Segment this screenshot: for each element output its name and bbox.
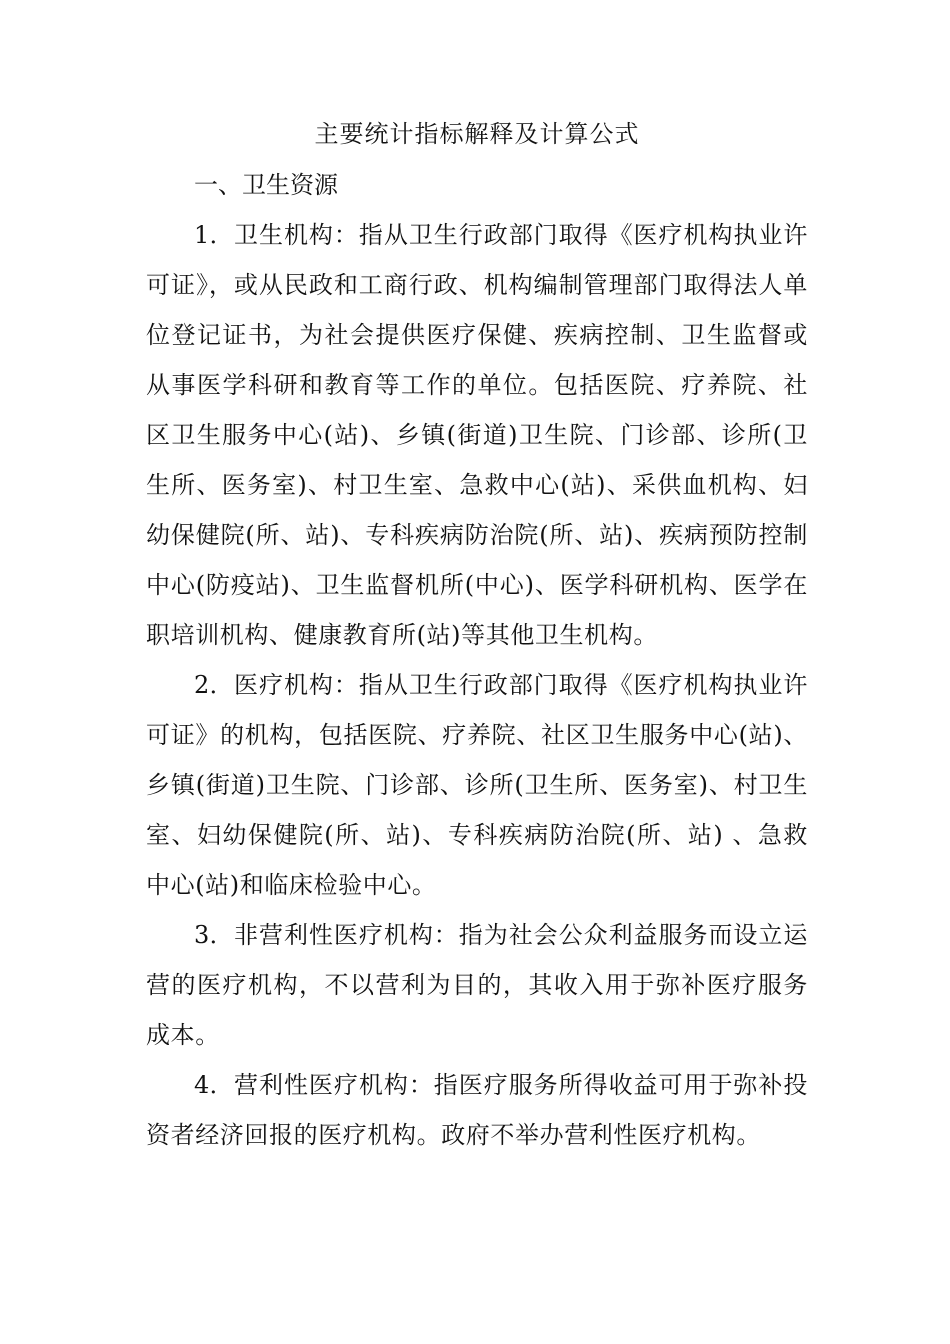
- document-page: [146, 108, 808, 1160]
- paragraph-3: [146, 910, 808, 1060]
- paragraph-number: 3．: [194, 921, 235, 949]
- paragraph-text: 卫生机构：指从卫生行政部门取得《医疗机构执业许可证》，或从民政和工商行政、机构编制管理部门取得法人单位登记证书，为社会提供医疗保健、疾病控制、卫生监督或从事医学科研和教育等工作的单位。包括医院、疗养院、社区卫生服务中心(站)、乡镇(街道)卫生院、门诊部、诊所(卫生所、医务室)、村卫生室、急救中心(站)、采供血机构、妇幼保健院(所、站)、专科疾病防治院(所、站)、疾病预防控制中心(防疫站)、卫生监督机所(中心)、医学科研机构、医学在职培训机构、健康教育所(站)等其他卫生机构。: [146, 221, 808, 649]
- paragraph-4: [146, 1060, 808, 1160]
- paragraph-number: 4．: [194, 1071, 235, 1099]
- section-heading: 一、卫生资源: [194, 171, 338, 199]
- paragraph-text: 非营利性医疗机构：指为社会公众利益服务而设立运营的医疗机构，不以营利为目的，其收入用于弥补医疗服务成本。: [146, 921, 808, 1049]
- paragraph-number: 2．: [194, 671, 235, 699]
- paragraph-text: 营利性医疗机构：指医疗服务所得收益可用于弥补投资者经济回报的医疗机构。政府不举办营利性医疗机构。: [146, 1071, 808, 1149]
- paragraph-2: [146, 660, 808, 910]
- paragraph-1: [146, 210, 808, 660]
- page-title: 主要统计指标解释及计算公式: [314, 120, 640, 148]
- paragraph-text: 医疗机构：指从卫生行政部门取得《医疗机构执业许可证》的机构，包括医院、疗养院、社区卫生服务中心(站)、乡镇(街道)卫生院、门诊部、诊所(卫生所、医务室)、村卫生室、妇幼保健院(所、站)、专科疾病防治院(所、站) 、急救中心(站)和临床检验中心。: [146, 671, 808, 899]
- paragraph-number: 1．: [194, 221, 235, 249]
